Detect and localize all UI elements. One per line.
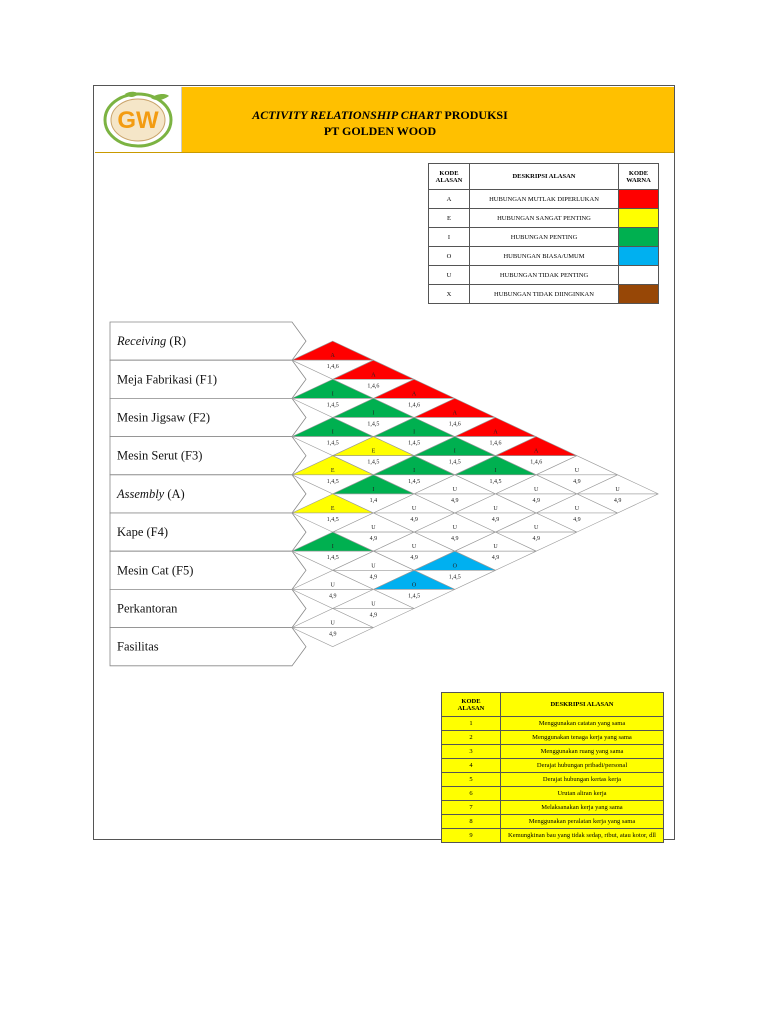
relationship-code-label: I — [331, 429, 334, 436]
reason-code: 8 — [442, 815, 501, 829]
relationship-reason-label: 4,9 — [573, 478, 581, 485]
reason-code: 2 — [442, 731, 501, 745]
relationship-code-label: O — [411, 582, 417, 589]
relationship-code-label: I — [372, 486, 375, 493]
reason-desc: Kemungkinan bau yang tidak sedap, ribut, atau kotor, dll — [501, 829, 664, 843]
relationship-reason-label: 1,4 — [369, 497, 378, 504]
relationship-reason-label: 1,4,5 — [448, 574, 461, 581]
relationship-reason-label: 4,9 — [369, 536, 378, 543]
relationship-code-label: E — [330, 467, 335, 474]
relationship-code-label: A — [371, 372, 376, 379]
relationship-code-label: O — [452, 563, 457, 570]
relationship-reason-label: 4,9 — [410, 517, 418, 523]
relationship-code-label: U — [534, 486, 539, 493]
department-name: Mesin Cat (F5) — [117, 563, 194, 578]
relationship-code-label: U — [411, 544, 417, 551]
relationship-reason-label: 1,4,5 — [326, 517, 339, 523]
relationship-reason-label: 4,9 — [491, 517, 500, 523]
code-cell: I — [429, 228, 470, 247]
reason-code: 1 — [442, 717, 501, 731]
code-cell: O — [429, 247, 470, 266]
relationship-code-label: E — [330, 506, 335, 512]
relationship-reason-label: 1,4,6 — [326, 364, 339, 371]
department-name: Meja Fabrikasi (F1) — [117, 372, 217, 387]
reason-desc: Melaksanakan kerja yang sama — [501, 801, 664, 815]
relationship-code-label: I — [453, 448, 456, 455]
reason-desc: Derajat hubungan pribadi/personal — [501, 759, 664, 773]
relationship-code-label: I — [331, 391, 334, 398]
relationship-code-label: U — [493, 506, 498, 512]
relationship-reason-label: 4,9 — [491, 555, 500, 562]
relationship-reason-label: 1,4,6 — [367, 383, 380, 390]
code-cell: E — [429, 209, 470, 228]
desc-cell: HUBUNGAN PENTING — [470, 228, 619, 247]
reason-code-header: KODE ALASAN — [442, 693, 501, 717]
department-name: Perkantoran — [117, 601, 178, 616]
relationship-reason-label: 4,9 — [410, 555, 418, 562]
department-code: (A) — [164, 486, 185, 501]
department-code: (R) — [166, 334, 187, 349]
department-label — [116, 334, 186, 348]
reason-code: 9 — [442, 829, 501, 843]
relationship-code-label: U — [411, 506, 417, 512]
relationship-reason-label: 1,4,6 — [489, 440, 502, 447]
relationship-code-label: I — [372, 410, 375, 417]
desc-header: DESKRIPSI ALASAN — [470, 164, 619, 190]
color-header: KODE WARNA — [619, 164, 659, 190]
code-cell: A — [429, 190, 470, 209]
relationship-code-label: U — [615, 486, 620, 493]
relationship-reason-label: 1,4,5 — [408, 478, 421, 485]
relationship-reason-label: 1,4,5 — [326, 440, 339, 447]
relationship-code-label: U — [371, 563, 376, 570]
department-name: Receiving — [117, 334, 167, 349]
reason-code-table — [441, 692, 664, 843]
relationship-code-label: I — [494, 467, 497, 474]
desc-cell: HUBUNGAN SANGAT PENTING — [470, 209, 619, 228]
code-cell: X — [429, 285, 470, 304]
reason-desc: Derajat hubungan kertas kerja — [501, 773, 664, 787]
relationship-reason-label: 1,4,5 — [326, 402, 339, 409]
relationship-code-label: U — [493, 544, 498, 551]
desc-cell: HUBUNGAN BIASA/UMUM — [470, 247, 619, 266]
relationship-reason-label: 1,4,5 — [408, 440, 421, 447]
relationship-reason-label: 4,9 — [451, 536, 459, 543]
relationship-code-label: I — [331, 544, 334, 551]
relationship-code-label: I — [413, 467, 416, 474]
desc-cell: HUBUNGAN TIDAK DIINGINKAN — [470, 285, 619, 304]
page-subtitle: PT GOLDEN WOOD — [323, 124, 437, 138]
relationship-code-label: U — [452, 525, 457, 532]
relationship-reason-label: 1,4,5 — [326, 478, 339, 485]
relationship-code-label: U — [330, 582, 335, 589]
desc-cell: HUBUNGAN TIDAK PENTING — [470, 266, 619, 285]
reason-code: 4 — [442, 759, 501, 773]
desc-cell: HUBUNGAN MUTLAK DIPERLUKAN — [470, 190, 619, 209]
page-title: ACTIVITY RELATIONSHIP CHART PRODUKSI — [252, 108, 508, 122]
relationship-reason-label: 4,9 — [369, 574, 378, 581]
relationship-reason-label: 1,4,6 — [448, 421, 461, 428]
department-name: Kape (F4) — [117, 525, 169, 540]
relationship-reason-label: 4,9 — [328, 593, 337, 600]
relationship-reason-label: 1,4,5 — [367, 459, 380, 466]
relationship-code-label: U — [371, 601, 376, 608]
relationship-code-label: A — [493, 429, 498, 436]
department-label — [117, 449, 202, 463]
code-header: KODE ALASAN — [429, 164, 470, 190]
department-label — [117, 372, 217, 386]
department-label — [116, 487, 185, 501]
reason-code: 3 — [442, 745, 501, 759]
relationship-reason-label: 1,4,6 — [530, 459, 543, 466]
relationship-reason-label: 4,9 — [328, 631, 337, 638]
department-name: Mesin Serut (F3) — [117, 448, 203, 463]
relationship-reason-label: 1,4,5 — [326, 555, 339, 562]
relationship-code-label: U — [452, 486, 457, 493]
relationship-code-label: A — [411, 391, 417, 398]
department-label — [117, 411, 210, 425]
relationship-code-label: U — [574, 467, 580, 474]
department-label — [117, 602, 178, 616]
reason-desc-header: DESKRIPSI ALASAN — [501, 693, 664, 717]
relationship-reason-label: 1,4,5 — [408, 593, 421, 600]
relationship-reason-label: 4,9 — [613, 497, 622, 504]
relationship-reason-label: 1,4,5 — [367, 421, 380, 428]
department-name: Assembly — [117, 486, 165, 501]
relationship-reason-label: 4,9 — [573, 517, 581, 523]
reason-desc: Menggunakan catatan yang sama — [501, 717, 664, 731]
reason-desc: Menggunakan ruang yang sama — [501, 745, 664, 759]
reason-desc: Menggunakan peralatan kerja yang sama — [501, 815, 664, 829]
reason-code: 5 — [442, 773, 501, 787]
logo-letters: GW — [117, 107, 159, 134]
relationship-code-label: E — [371, 448, 376, 455]
relationship-reason-label: 1,4,6 — [408, 402, 421, 409]
code-cell: U — [429, 266, 470, 285]
relationship-code-label: U — [574, 506, 580, 512]
relationship-reason-label: 4,9 — [369, 612, 378, 619]
relationship-code-label: A — [330, 353, 335, 360]
relationship-code-label: A — [534, 448, 539, 455]
department-name: Mesin Jigsaw (F2) — [117, 410, 211, 425]
relationship-code-label: U — [371, 525, 376, 532]
reason-code: 7 — [442, 801, 501, 815]
relationship-code-label: A — [452, 410, 457, 417]
department-label — [117, 563, 193, 577]
relationship-reason-label: 4,9 — [532, 497, 540, 504]
relationship-reason-label: 4,9 — [532, 536, 540, 543]
reason-desc: Urutan aliran kerja — [501, 787, 664, 801]
relationship-code-label: U — [330, 620, 335, 627]
relationship-code-label: U — [534, 525, 539, 532]
reason-desc: Menggunakan tenaga kerja yang sama — [501, 731, 664, 745]
relationship-reason-label: 1,4,5 — [448, 459, 461, 466]
department-label — [117, 525, 168, 539]
relationship-reason-label: 4,9 — [451, 497, 459, 504]
department-label — [117, 640, 159, 654]
reason-code: 6 — [442, 787, 501, 801]
relationship-code-label: I — [413, 429, 416, 436]
relationship-reason-label: 1,4,5 — [489, 478, 502, 485]
department-name: Fasilitas — [117, 639, 159, 654]
